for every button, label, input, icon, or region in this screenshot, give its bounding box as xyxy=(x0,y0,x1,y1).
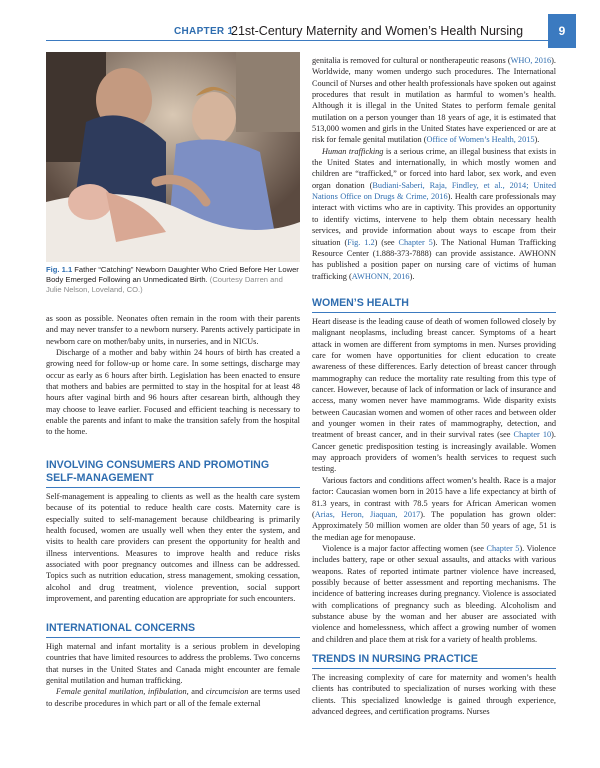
text-run: ). Health care professionals may interact with victims who are in captivity. This provides an opportunity to identify victims, intervene to help them obtain necessary health services, and provide information about ways to escape from their situation ( xyxy=(312,192,556,247)
text-run: ). The population has grown older: Approximately 50 million women are older than 50 years of age, 51 is the median age for menopause. xyxy=(312,509,556,542)
text-run: Various factors and conditions affect women’s health. Race is a major factor: Caucasian women born in 2015 have a life expectancy at birth of 81.3 years, in contrast with 78.5 years for African American women ( xyxy=(312,475,556,519)
text-run: genitalia is removed for cultural or nontherapeutic reasons ( xyxy=(312,56,511,65)
emphasis: Female genital mutilation, infibulation, xyxy=(56,687,189,697)
left-column-mid xyxy=(46,491,300,604)
section-heading: INVOLVING CONSUMERS AND PROMOTING SELF-MANAGEMENT xyxy=(46,459,270,484)
heading-rule xyxy=(312,668,556,669)
text-run: ). The National Human Trafficking Resource Center (1.888-373-7888) can provide assistance. AWHONN has published a position paper on nursing care of victims of human trafficking ( xyxy=(312,237,556,281)
citation-link[interactable]: Budiani-Saberi, Raja, Findley, et al., 2014; United Nations Office on Drugs & Crime, 2016 xyxy=(312,180,556,202)
heading-rule xyxy=(46,487,300,488)
citation-link[interactable]: Arias, Heron, Jiaquan, 2017 xyxy=(314,509,421,519)
chapter-link[interactable]: Chapter 5 xyxy=(398,237,433,247)
left-column-bottom xyxy=(46,641,300,709)
heading-rule xyxy=(312,312,556,313)
text-run: ). xyxy=(534,135,540,145)
chapter-title: 21st-Century Maternity and Women’s Health Nursing xyxy=(231,24,524,38)
paragraph xyxy=(312,316,556,475)
figure-photo xyxy=(46,52,300,262)
figure-link[interactable]: Fig. 1.2 xyxy=(347,237,375,247)
text-run: and xyxy=(188,687,206,697)
text-run: ). Cancer genetic predisposition testing is increasingly available. Women may approach providers of women’s health services to request such testing. xyxy=(312,430,557,474)
text-run: Violence is a major factor affecting women (see xyxy=(322,543,487,553)
citation-link[interactable]: AWHONN, 2016 xyxy=(351,271,410,281)
text-run: ). Violence includes battery, rape or other sexual assaults, and attacks with various weapons. Rates of reported intimate partner violence have increased, possibly because of better assessment and reporting mechanisms. The incidence of battering increases during pregnancy. Violence is associated with complications of pregnancy such as bleeding. Alcoholism and substance abuse by the woman and her abuser are associated with violence and homelessness, which affect a growing number of women and children and place them at risk for a variety of health problems. xyxy=(312,543,556,644)
paragraph xyxy=(312,543,556,645)
section-heading: TRENDS IN NURSING PRACTICE xyxy=(312,653,478,665)
text-run: ). xyxy=(409,271,415,281)
right-column-bottom xyxy=(312,672,556,717)
chapter-link[interactable]: Chapter 10 xyxy=(513,430,552,440)
text-run: are terms used to describe procedures in which part or all of the female external xyxy=(46,687,300,708)
right-column-top xyxy=(312,55,556,282)
emphasis: circumcision xyxy=(205,687,249,697)
birth-photo-illustration xyxy=(46,52,300,262)
right-column-mid xyxy=(312,316,556,645)
paragraph: Self-management is appealing to clients as well as the health care system because of its potential to reduce health care costs. Maternity care is especially suited to self-management because childbearing is primarily health focused, women are usually well when they enter the system, and visits to health care providers can present the opportunity for health and illness interventions. Measures to improve health and reduce risks associated with poor pregnancy outcomes and illness can be addressed. Topics such as nutrition education, stress management, smoking cessation, alcohol and drug treatment, violence prevention, social support improvement, and parenting education are appropriate for such encounters. xyxy=(46,492,300,604)
chapter-link[interactable]: Chapter 5 xyxy=(486,543,520,553)
left-column-top xyxy=(46,313,300,438)
citation-link[interactable]: Office of Women’s Health, 2015 xyxy=(426,135,535,145)
page-number: 9 xyxy=(548,14,576,48)
running-header xyxy=(0,0,600,48)
heading-rule xyxy=(46,637,300,638)
paragraph xyxy=(312,55,556,146)
paragraph: High maternal and infant mortality is a serious problem in developing countries that have limited resources to address the problems. Two concerns that nurses in the United States and Canada might encounter are female genital mutilation and human trafficking. xyxy=(46,642,300,686)
paragraph: as soon as possible. Neonates often remain in the room with their parents and may never transfer to a newborn nursery. Parents actively participate in newborn care on mother/baby units, in nurseries, and in NICUs. xyxy=(46,314,300,346)
text-run: Heart disease is the leading cause of death of women followed closely by malignant neoplasms, including breast cancer. Symptoms of a heart attack in women are different from symptoms in men. Nurses providing care for women have opportunities for client education to create awareness of these differences. Early detection of breast cancer through mammography can reduce the mortality rate resulting from this type of cancer. However, because of lack of information or lack of insurance and access, many women never have mammograms. Wide disparity exists between Caucasian women and women of other races and between older and younger women in their rates of mammography, detection, and treatment of breast cancer, and in their survival rates (see xyxy=(312,317,556,440)
text-run: ). Worldwide, many women undergo such procedures. The International Council of Nurses and other health professionals have spoken out against procedures that result in mutilation as harmful to women’s health. Although it is illegal in the United States to perform female genital mutilation on a person younger than 18 years of age, it is estimated that 513,000 women and girls in the United States have experienced or are at risk for female genital mutilation ( xyxy=(312,56,556,145)
text-run: is a serious crime, an illegal business that exists in the United States and internationally, in which mostly women and children are “trafficked,” or forced into hard labor, sex work, and even organ donation ( xyxy=(312,146,556,190)
figure-label: Fig. 1.1 xyxy=(46,265,73,274)
figure-credit: (Courtesy Darren and Julie Nelson, Loveland, CO.) xyxy=(46,275,283,294)
citation-link[interactable]: WHO, 2016 xyxy=(510,56,552,65)
chapter-label: CHAPTER 1 xyxy=(174,26,234,37)
paragraph xyxy=(312,146,556,282)
text-run: ) (see xyxy=(374,237,399,247)
paragraph: The increasing complexity of care for maternity and women’s health clients has contributed to specialization of nurses working with these clients. This specialized knowledge is gained through experience, advanced degrees, and certification programs. Nurses xyxy=(312,673,556,717)
figure-caption-text: Father “Catching” Newborn Daughter Who Cried Before Her Lower Body Emerged Following an Unmedicated Birth. xyxy=(46,265,299,284)
figure-caption xyxy=(46,265,300,295)
emphasis: Human trafficking xyxy=(322,146,384,156)
paragraph xyxy=(312,475,556,543)
section-heading: INTERNATIONAL CONCERNS xyxy=(46,622,196,634)
header-rule xyxy=(46,40,548,41)
paragraph: Discharge of a mother and baby within 24 hours of birth has created a growing need for follow-up or home care. In some settings, discharge may occur as early as 6 hours after birth. Legislation has been enacted to ensure that mothers and babies are permitted to stay in the hospital for at least 48 hours after vaginal birth and 96 hours after cesarean birth, although they may choose to leave earlier. Focused and efficient teaching is necessary to enable the parents and infant to make the transition safely from the hospital to the home. xyxy=(46,348,300,437)
section-heading: WOMEN’S HEALTH xyxy=(312,297,409,309)
paragraph xyxy=(46,686,300,709)
